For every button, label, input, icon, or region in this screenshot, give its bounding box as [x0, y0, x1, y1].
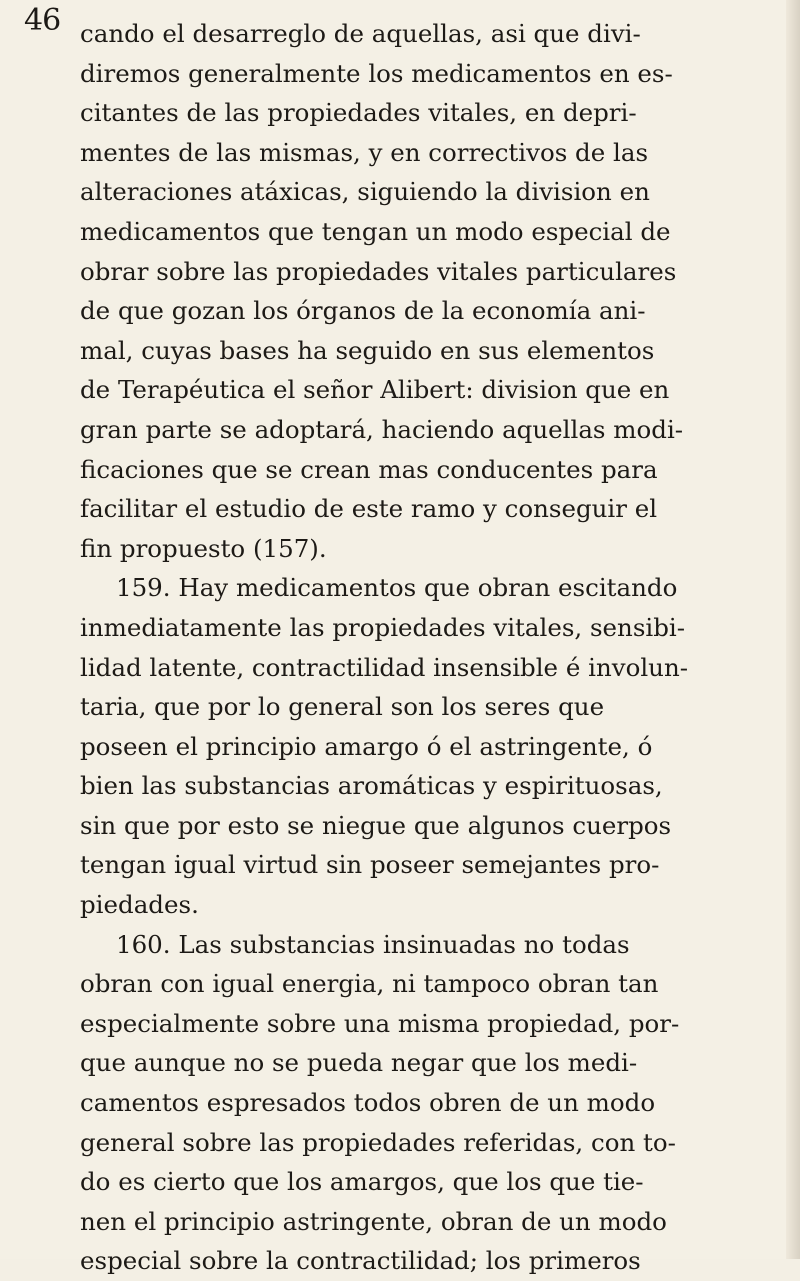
text-line: que aunque no se pueda negar que los medi-	[80, 1048, 638, 1078]
text-line: citantes de las propiedades vitales, en depri-	[80, 98, 637, 128]
text-line: do es cierto que los amargos, que los que tie-	[80, 1167, 644, 1197]
paragraph-160-start: 160. Las substancias insinuadas no todas	[116, 929, 630, 959]
text-line: piedades.	[80, 890, 199, 920]
text-line: de Terapéutica el señor Alibert: division que en	[80, 375, 670, 405]
text-line: camentos espresados todos obren de un modo	[80, 1088, 656, 1118]
text-line: obran con igual energia, ni tampoco obran tan	[80, 969, 659, 999]
text-line: obrar sobre las propiedades vitales particulares	[80, 256, 677, 286]
text-line: gran parte se adoptará, haciendo aquellas modi-	[80, 414, 684, 444]
text-line: general sobre las propiedades referidas, con to-	[80, 1127, 676, 1157]
text-line: taria, que por lo general son los seres que	[80, 692, 605, 722]
text-line: diremos generalmente los medicamentos en es-	[80, 58, 673, 88]
body-text	[80, 14, 778, 1281]
text-line: mal, cuyas bases ha seguido en sus elementos	[80, 335, 655, 365]
page-number: 46	[24, 3, 61, 38]
text-line: nen el principio astringente, obran de un modo	[80, 1206, 667, 1236]
text-line: poseen el principio amargo ó el astringente, ó	[80, 731, 653, 761]
page-edge-shadow	[786, 0, 800, 1259]
text-line: sin que por esto se niegue que algunos cuerpos	[80, 810, 672, 840]
text-line: inmediatamente las propiedades vitales, sensibi-	[80, 612, 686, 642]
text-line: facilitar el estudio de este ramo y conseguir el	[80, 494, 658, 524]
text-line: medicamentos que tengan un modo especial de	[80, 216, 671, 246]
paragraph-159-start: 159. Hay medicamentos que obran escitando	[116, 573, 678, 603]
text-line: mentes de las mismas, y en correctivos de las	[80, 137, 649, 167]
text-line: bien las substancias aromáticas y espirituosas,	[80, 771, 663, 801]
text-line: tengan igual virtud sin poseer semejantes pro-	[80, 850, 660, 880]
text-line: fin propuesto (157).	[80, 533, 327, 563]
text-line: especial sobre la contractilidad; los primeros	[80, 1246, 641, 1276]
text-line: ficaciones que se crean mas conducentes para	[80, 454, 658, 484]
text-line: cando el desarreglo de aquellas, asi que divi-	[80, 19, 641, 48]
text-line: especialmente sobre una misma propiedad, por-	[80, 1008, 680, 1038]
text-line: alteraciones atáxicas, siguiendo la division en	[80, 177, 650, 207]
text-line: lidad latente, contractilidad insensible é involun-	[80, 652, 689, 682]
text-line: de que gozan los órganos de la economía ani-	[80, 296, 646, 326]
